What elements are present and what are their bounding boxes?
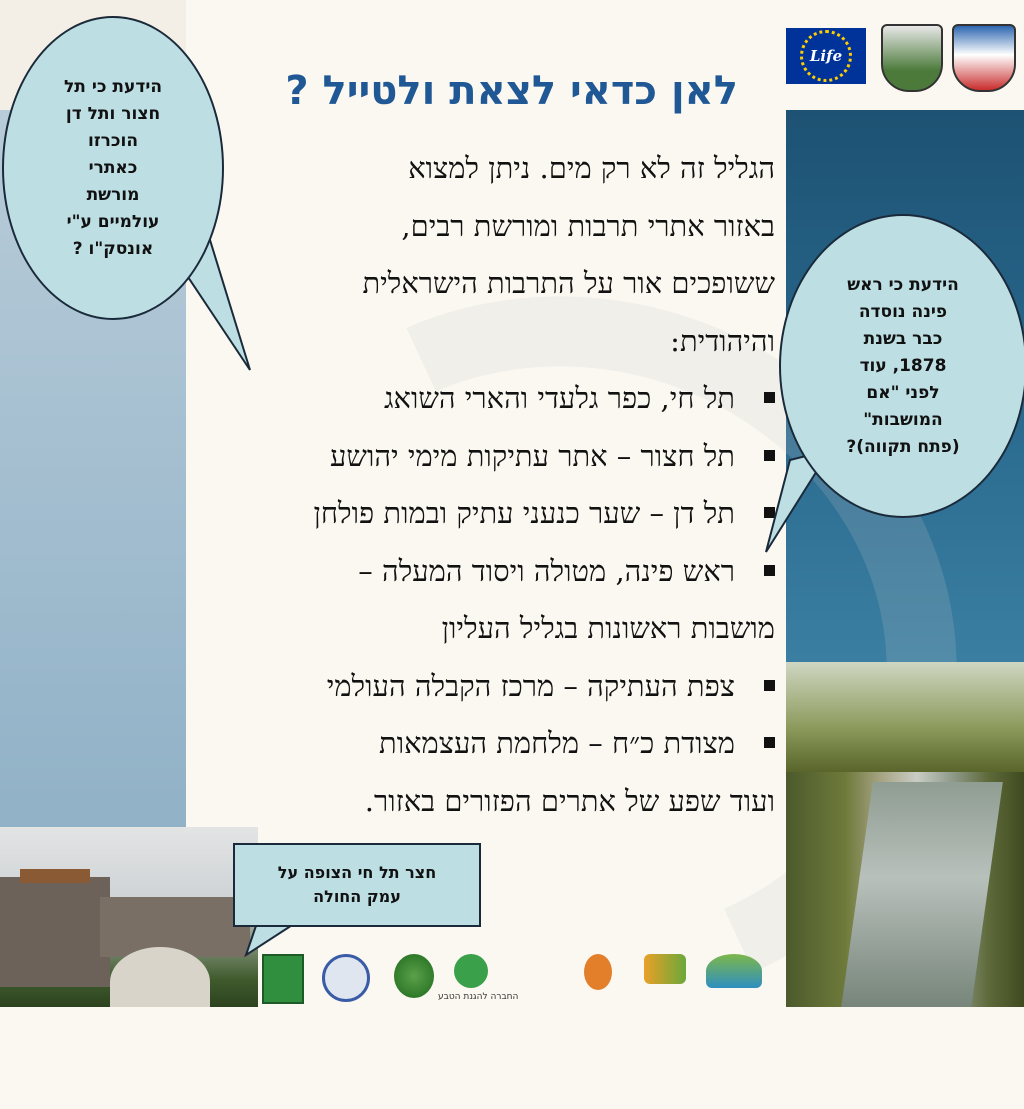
- closing-line: ועוד שפע של אתרים הפזורים באזור.: [364, 783, 775, 818]
- regional-council-emblem: [881, 24, 943, 92]
- tel-hai-courtyard-photo: [0, 827, 258, 1007]
- partner-logo-icon: [706, 954, 762, 988]
- municipal-emblem: [952, 24, 1016, 92]
- main-text: [190, 140, 775, 830]
- bullet-icon: [764, 737, 775, 748]
- sites-list-2: [190, 658, 775, 773]
- list-item: תל דן – שער כנעני עתיק ובמות פולחן: [190, 485, 775, 543]
- bullet-icon: [764, 565, 775, 576]
- list-item: תל חי, כפר גלעדי והארי השואג: [190, 370, 775, 428]
- eu-life-label: Life: [809, 47, 843, 65]
- river-photo: [786, 662, 1024, 1007]
- unesco-callout: הידעת כי תל חצור ותל דן הוכרזו כאתרי מורשת עולמיים ע"י אונסק"ו ?: [2, 16, 224, 320]
- list-item: תל חצור – אתר עתיקות מימי יהושע: [190, 428, 775, 486]
- partner-logos: [262, 948, 782, 1004]
- spni-logo-icon: [454, 954, 488, 988]
- partner-logo-icon: [584, 954, 612, 990]
- photo-caption-callout: חצר תל חי הצופה על עמק החולה: [233, 843, 481, 927]
- top-logos: [786, 22, 1016, 92]
- bullet-icon: [764, 680, 775, 691]
- spni-caption: החברה להגנת הטבע: [438, 992, 519, 1002]
- list-item: מצודת כ״ח – מלחמת העצמאות: [190, 715, 775, 773]
- intro-line: באזור אתרי תרבות ומורשת רבים,: [401, 208, 775, 243]
- list-item: ראש פינה, מטולה ויסוד המעלה –: [190, 543, 775, 601]
- eu-life-logo: [786, 28, 866, 84]
- partner-tree-logo-icon: [394, 954, 434, 998]
- page-title: לאן כדאי לצאת ולטייל ?: [285, 68, 738, 114]
- intro-line: ששופכים אור על התרבות הישראלית: [362, 266, 775, 300]
- partner-emblem-icon: [322, 954, 370, 1002]
- partner-logo-icon: [644, 954, 686, 984]
- list-item-continuation: מושבות ראשונות בגליל העליון: [441, 611, 775, 645]
- rosh-pina-callout: הידעת כי ראש פינה נוסדה כבר בשנת 1878, עוד לפני "אם המושבות" (פתח תקווה)?: [779, 214, 1024, 518]
- intro-line: והיהודית:: [670, 323, 775, 358]
- bullet-icon: [764, 392, 775, 403]
- list-item: צפת העתיקה – מרכז הקבלה העולמי: [190, 658, 775, 716]
- sites-list: [190, 370, 775, 600]
- intro-line: הגליל זה לא רק מים. ניתן למצוא: [408, 151, 775, 185]
- partner-logo-icon: [262, 954, 304, 1004]
